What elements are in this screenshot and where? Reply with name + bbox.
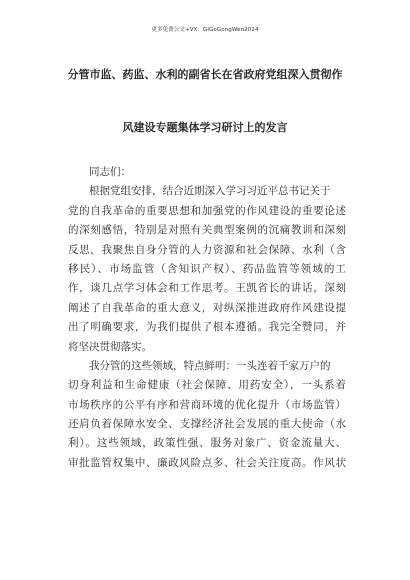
paragraph-1-line-4: 反思，我聚焦自身分管的人力资源和社会保障、水利（含 <box>68 243 346 256</box>
paragraph-1-line-6: 作，谈几点学习体会和工作思考。王凯省长的讲话，深刻 <box>68 282 346 295</box>
paragraph-1-line-9: 将坚决贯彻落实。 <box>68 340 152 353</box>
paragraph-1-line-8: 出了明确要求，为我们提供了根本遵循。我完全赞同，并 <box>68 321 346 334</box>
paragraph-1-line-7: 阐述了自我革命的重大意义，对纵深推进政府作风建设提 <box>68 301 346 314</box>
paragraph-1-line-1: 根据党组安排，结合近期深入学习习近平总书记关于 <box>89 185 331 198</box>
paragraph-2-line-4: 还肩负着保障水安全、支撑经济社会发展的重大使命（水 <box>68 418 346 431</box>
paragraph-2-line-2: 切身利益和生命健康（社会保障、用药安全），一头系着 <box>68 379 346 392</box>
paragraph-1-line-3: 的深刻感悟，特别是对照有关典型案例的沉痛教训和深刻 <box>68 224 346 237</box>
salutation: 同志们： <box>89 166 131 178</box>
paragraph-1-line-2: 党的自我革命的重要思想和加强党的作风建设的重要论述 <box>68 204 346 217</box>
document-title-line-1: 分管市监、药监、水利的副省长在省政府党组深入贯彻作 <box>67 68 343 81</box>
header-note: 更多免费公文+VX：GiGoGongWen2024 <box>151 27 259 33</box>
paragraph-1-line-5: 移民）、市场监管（含知识产权）、药品监管等领域的工 <box>68 262 346 275</box>
document-body <box>68 163 346 473</box>
paragraph-2-line-1: 我分管的这些领域，特点鲜明：一头连着千家万户的 <box>89 359 331 372</box>
paragraph-2-line-5: 利）。这些领域，政策性强、服务对象广、资金流量大、 <box>68 437 346 450</box>
document-title-line-2: 风建设专题集体学习研讨上的发言 <box>122 121 288 134</box>
paragraph-2-line-6: 审批监管权集中、廉政风险点多、社会关注度高。作风状 <box>68 456 346 469</box>
paragraph-2-line-3: 市场秩序的公平有序和营商环境的优化提升（市场监管） <box>68 398 346 411</box>
